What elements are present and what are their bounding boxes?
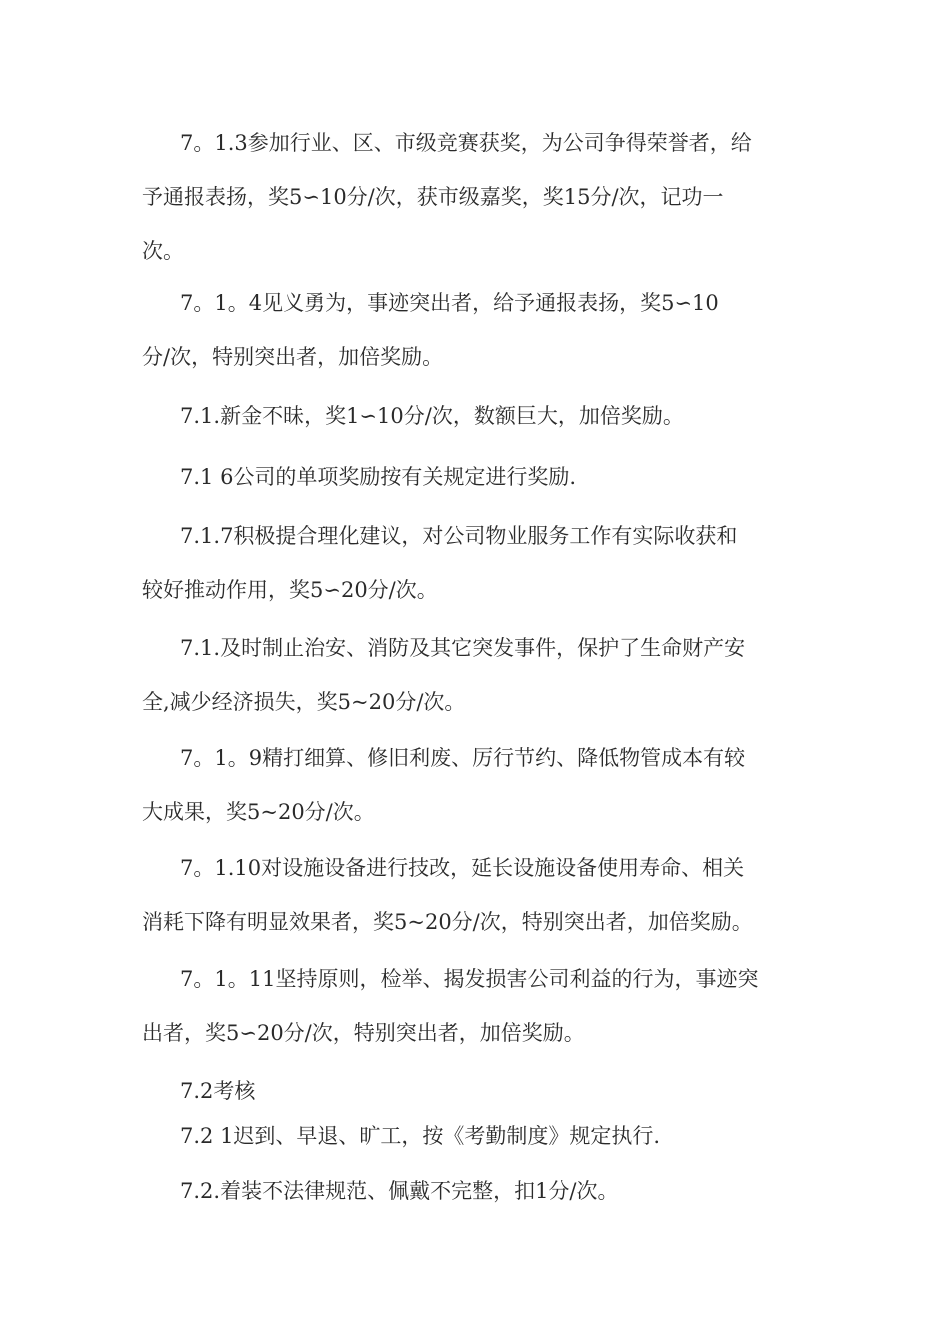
paragraph-7-1-7 [142,509,818,617]
text-line: 7。1.10对设施设备进行技改，延长设施设备使用寿命、相关 [180,856,745,880]
paragraph-7-1-11 [142,952,818,1060]
paragraph-7-1-4 [142,276,818,384]
paragraph-7-1-8 [142,621,818,729]
section-heading-7-2 [142,1071,818,1111]
text-line: 7.1 6公司的单项奖励按有关规定进行奖励. [180,465,577,489]
text-line: 7.1.新金不昧，奖1∽10分/次，数额巨大，加倍奖励。 [180,404,684,428]
text-line: 7.2 1迟到、早退、旷工，按《考勤制度》规定执行. [180,1124,661,1148]
text-line: 次。 [142,239,184,263]
text-line: 7。1。4见义勇为，事迹突出者，给予通报表扬，奖5∽10 [180,291,719,315]
paragraph-7-1-3 [142,116,818,278]
text-line: 较好推动作用，奖5∽20分/次。 [142,578,438,602]
paragraph-7-1-9 [142,731,818,839]
text-line: 分/次，特别突出者，加倍奖励。 [142,345,444,369]
text-line: 7。1。11坚持原则，检举、揭发损害公司利益的行为，事迹突 [180,967,759,991]
text-line: 出者，奖5∽20分/次，特别突出者，加倍奖励。 [142,1021,585,1045]
text-line: 予通报表扬，奖5∽10分/次，获市级嘉奖，奖15分/次，记功一 [142,185,724,209]
text-line: 7.1.7积极提合理化建议，对公司物业服务工作有实际收获和 [180,524,738,548]
paragraph-7-1-5 [142,389,818,443]
text-line: 消耗下降有明显效果者，奖5~20分/次，特别突出者，加倍奖励。 [142,910,753,934]
text-line: 大成果，奖5~20分/次。 [142,800,375,824]
text-line: 7。1.3参加行业、区、市级竞赛获奖，为公司争得荣誉者，给 [180,131,752,155]
text-line: 全,减少经济损失，奖5~20分/次。 [142,690,466,714]
text-line: 7.1.及时制止治安、消防及其它突发事件，保护了生命财产安 [180,636,746,660]
text-line: 7.2.着装不法律规范、佩戴不完整，扣1分/次。 [180,1179,619,1203]
text-line: 7。1。9精打细算、修旧利废、厉行节约、降低物管成本有较 [180,746,746,770]
paragraph-7-2-2 [142,1164,818,1218]
paragraph-7-1-10 [142,841,818,949]
paragraph-7-1-6 [142,450,818,504]
section-title: 7.2考核 [180,1079,256,1103]
paragraph-7-2-1 [142,1109,818,1163]
